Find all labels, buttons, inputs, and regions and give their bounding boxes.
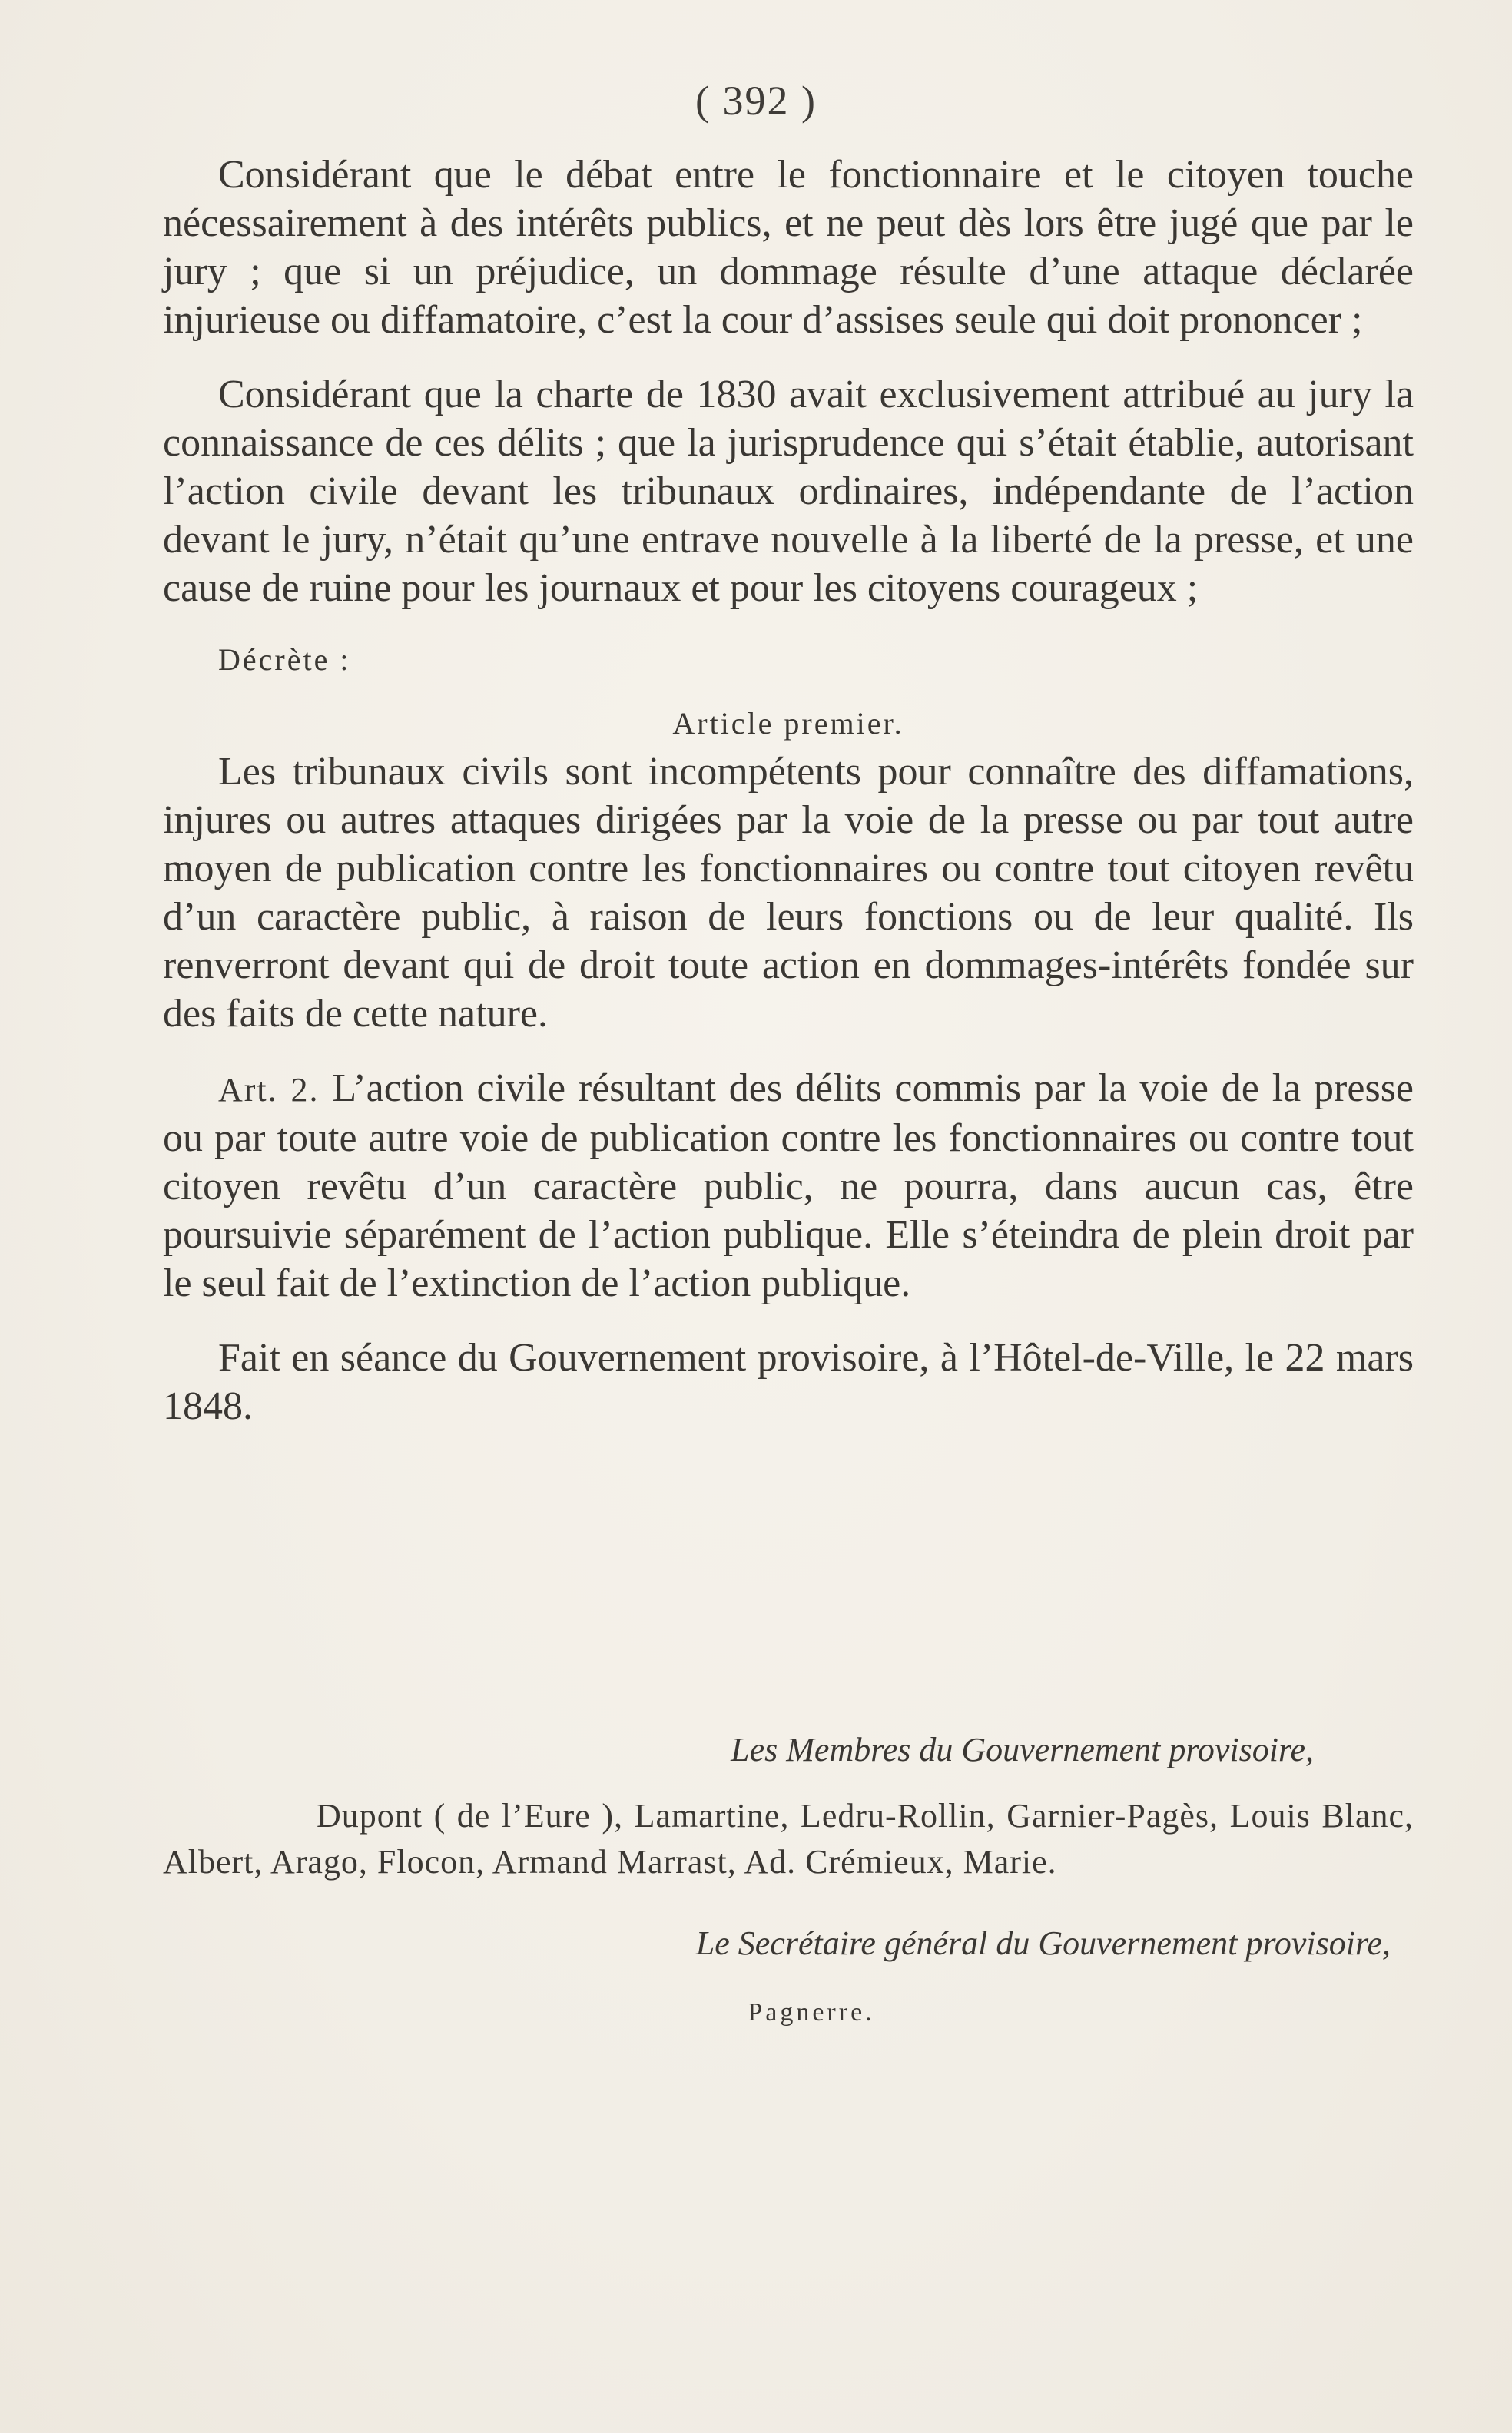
secretary-name: Pagnerre. [748, 1998, 875, 2027]
secretary-intro: Le Secrétaire général du Gouvernement provisoire, [695, 1924, 1391, 1962]
article-title: Article premier. [672, 706, 904, 741]
paragraph-considerant-2: Considérant que la charte de 1830 avait exclusivement attribué au jury la connaissance de ces délits ; que la jurisprudence qui s’était établie, autorisant l’action civile devant les tribunaux ordinaires, indépendante de l’action devant le jury, n’était qu’une entrave nouvelle à la liberté de la presse, et une cause de ruine pour les journaux et pour les citoyens courageux ; [163, 373, 1414, 610]
members-names: Dupont ( de l’Eure ), Lamartine, Ledru-Rollin, Garnier-Pagès, Louis Blanc, Albert, Arago, Flocon, Armand Marrast, Ad. Crémieux, Marie. [163, 1797, 1414, 1881]
page-number: ( 392 ) [695, 78, 817, 124]
paragraph-fait: Fait en séance du Gouvernement provisoire, à l’Hôtel-de-Ville, le 22 mars 1848. [163, 1336, 1414, 1428]
article-2-text: L’action civile résultant des délits commis par la voie de la presse ou par toute autre voie de publication contre les fonctionnaires ou contre tout citoyen revêtu d’un caractère public, ne pourra, dans aucun cas, être poursuivie séparément de l’action publique. Elle s’éteindra de plein droit par le seul fait de l’extinction de l’action publique. [163, 1066, 1414, 1305]
signature-block [163, 1727, 1414, 2036]
paragraph-article-1: Les tribunaux civils sont incompétents pour connaître des diffamations, injures ou autres attaques dirigées par la voie de la presse ou par tout autre moyen de publication contre les fonctionnaires ou contre tout citoyen revêtu d’un caractère public, à raison de leurs fonctions ou de leur qualité. Ils renverront devant qui de droit toute action en dommages-intérêts fondée sur des faits de cette nature. [163, 750, 1414, 1036]
paragraph-considerant-1: Considérant que le débat entre le fonctionnaire et le citoyen touche nécessairement à des intérêts publics, et ne peut dès lors être jugé que par le jury ; que si un préjudice, un dommage résulte d’une attaque déclarée injurieuse ou diffamatoire, c’est la cour d’assises seule qui doit prononcer ; [163, 153, 1414, 342]
paragraph-article-2 [163, 1064, 1414, 1308]
article-2-label: Art. 2. [218, 1071, 320, 1109]
members-intro: Les Membres du Gouvernement provisoire, [731, 1731, 1314, 1768]
decree-heading: Décrète : [218, 642, 351, 677]
document-body [163, 151, 1414, 1430]
